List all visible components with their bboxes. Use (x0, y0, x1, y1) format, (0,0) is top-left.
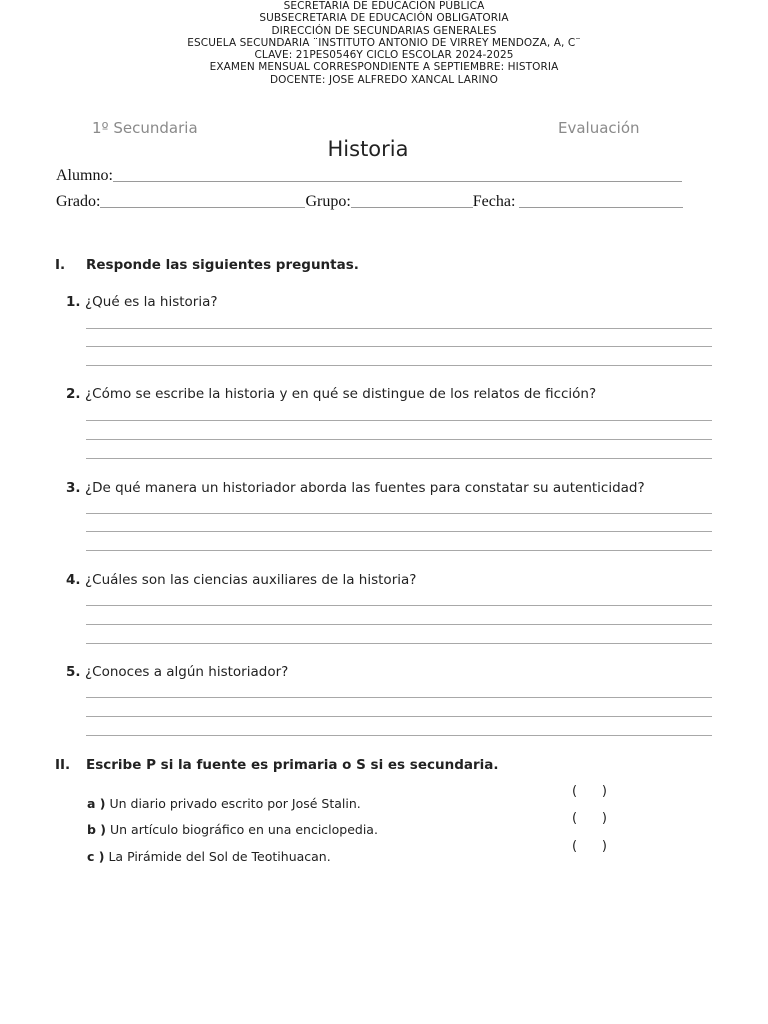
item-letter: a ) (87, 796, 106, 811)
exam-header (0, 0, 768, 86)
header-line: DIRECCIÓN DE SECUNDARIAS GENERALES (271, 24, 497, 37)
question-text: ¿De qué manera un historiador aborda las fuentes para constatar su autenticidad? (85, 480, 645, 496)
header-line: SECRETARIA DE EDUCACIÓN PÚBLICA (283, 0, 485, 12)
answer-line[interactable] (86, 735, 712, 736)
answer-parentheses[interactable]: ( ) (572, 839, 607, 854)
item-letter: c ) (87, 849, 105, 864)
fecha-label: Fecha: (472, 193, 516, 210)
section-2-title: Escribe P si la fuente es primaria o S si es secundaria. (86, 757, 499, 773)
item-text: La Pirámide del Sol de Teotihuacan. (108, 849, 331, 864)
evaluation-label: Evaluación (558, 119, 640, 137)
answer-line[interactable] (86, 439, 712, 440)
answer-line[interactable] (86, 458, 712, 459)
answer-line[interactable] (86, 550, 712, 551)
alumno-label: Alumno: (56, 167, 113, 184)
fecha-blank[interactable] (519, 194, 683, 208)
answer-parentheses[interactable]: ( ) (572, 784, 607, 799)
item-text: Un diario privado escrito por José Stalin. (109, 796, 361, 811)
answer-line[interactable] (86, 513, 712, 514)
question-text: ¿Cómo se escribe la historia y en qué se distingue de los relatos de ficción? (85, 386, 597, 402)
alumno-blank[interactable] (113, 168, 682, 182)
question-1 (66, 294, 712, 310)
answer-line[interactable] (86, 716, 712, 717)
grupo-blank[interactable] (351, 194, 473, 208)
answer-line[interactable] (86, 420, 712, 421)
section-2-heading (55, 757, 499, 773)
item-text: Un artículo biográfico en una enciclopedia. (110, 822, 378, 837)
student-name-row (56, 167, 682, 185)
item-letter: b ) (87, 822, 107, 837)
grupo-label: Grupo: (305, 193, 351, 210)
section-1-heading (55, 257, 359, 273)
question-number: 2. (66, 386, 81, 402)
answer-line[interactable] (86, 365, 712, 366)
list-item (87, 796, 361, 811)
grado-blank[interactable] (100, 194, 305, 208)
question-number: 5. (66, 664, 81, 680)
subject-title: Historia (327, 137, 409, 161)
list-item (87, 849, 331, 864)
answer-line[interactable] (86, 624, 712, 625)
answer-line[interactable] (86, 643, 712, 644)
section-1-number: I. (55, 257, 66, 273)
answer-line[interactable] (86, 346, 712, 347)
question-number: 3. (66, 480, 81, 496)
question-4 (66, 572, 712, 588)
question-number: 1. (66, 294, 81, 310)
question-number: 4. (66, 572, 81, 588)
answer-line[interactable] (86, 328, 712, 329)
section-1-title: Responde las siguientes preguntas. (86, 257, 359, 273)
question-text: ¿Cuáles son las ciencias auxiliares de la historia? (85, 572, 417, 588)
header-line: DOCENTE: JOSE ALFREDO XANCAL LARINO (270, 73, 498, 86)
question-2 (66, 386, 712, 402)
header-line: SUBSECRETARIA DE EDUCACIÓN OBLIGATORIA (259, 12, 509, 25)
answer-line[interactable] (86, 697, 712, 698)
header-line: CLAVE: 21PES0546Y CICLO ESCOLAR 2024-2025 (254, 49, 514, 62)
grado-label: Grado: (56, 193, 101, 210)
grade-group-date-row (56, 193, 683, 211)
question-text: ¿Conoces a algún historiador? (85, 664, 289, 680)
question-5 (66, 664, 712, 680)
list-item (87, 822, 378, 837)
grade-label: 1º Secundaria (92, 119, 198, 137)
answer-line[interactable] (86, 531, 712, 532)
section-2-number: II. (55, 757, 71, 773)
answer-line[interactable] (86, 605, 712, 606)
header-line: EXAMEN MENSUAL CORRESPONDIENTE A SEPTIEMBRE: HISTORIA (209, 61, 559, 74)
header-line: ESCUELA SECUNDARIA ¨INSTITUTO ANTONIO DE VIRREY MENDOZA, A, C¨ (187, 36, 581, 49)
question-3 (66, 480, 712, 496)
answer-parentheses[interactable]: ( ) (572, 811, 607, 826)
question-text: ¿Qué es la historia? (85, 294, 218, 310)
